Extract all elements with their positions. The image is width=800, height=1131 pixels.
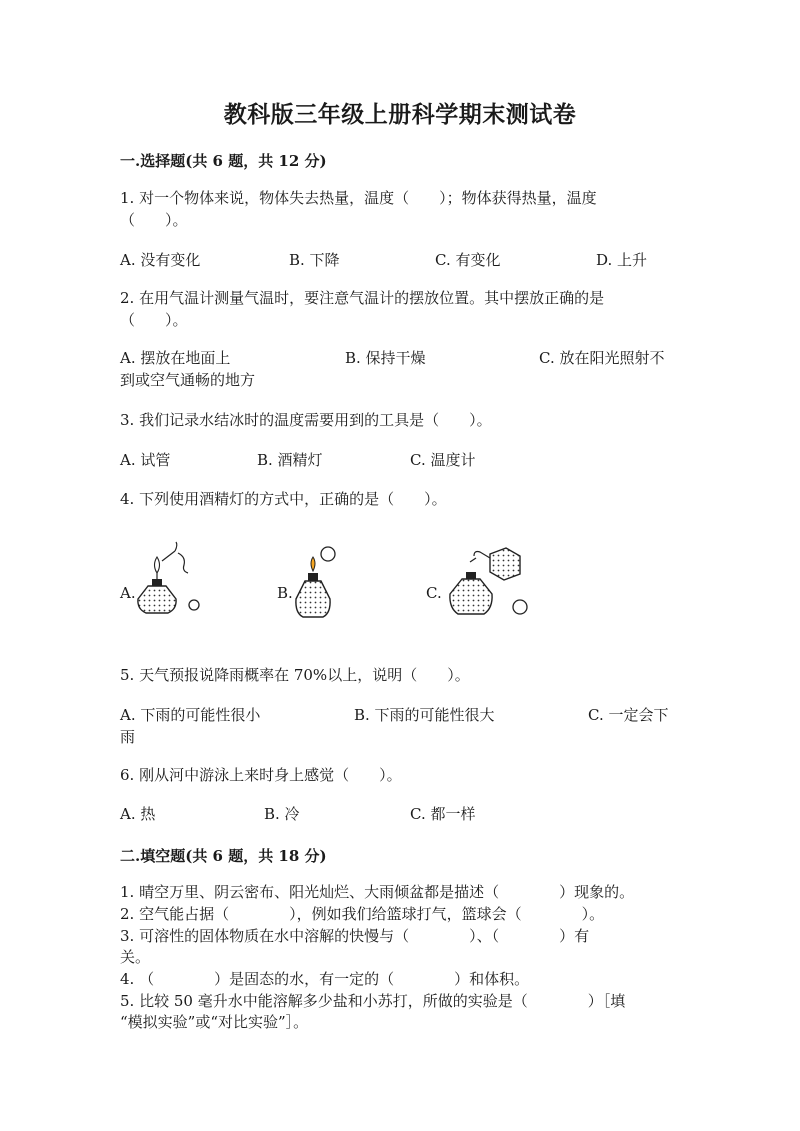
question-6-option-c: C. 都一样 — [410, 805, 476, 823]
question-2-option-c: C. 放在阳光照射不 — [539, 349, 665, 367]
alcohol-lamp-tilted-illustration — [446, 548, 536, 620]
question-5-option-c-cont: 雨 — [120, 728, 136, 746]
question-1-option-d: D. 上升 — [596, 251, 648, 269]
figure-label-c: C. — [426, 584, 442, 602]
question-3-text: 3. 我们记录水结冰时的温度需要用到的工具是（ ）。 — [120, 411, 492, 429]
question-3-option-a: A. 试管 — [120, 451, 171, 469]
question-2-option-c-cont: 到或空气通畅的地方 — [120, 371, 256, 389]
question-5-option-c: C. 一定会下 — [588, 706, 669, 724]
question-4-text: 4. 下列使用酒精灯的方式中，正确的是（ ）。 — [120, 490, 447, 508]
fill-blank-line: 1. 晴空万里、阴云密布、阳光灿烂、大雨倾盆都是描述（ ）现象的。 — [120, 883, 635, 901]
figure-label-a: A. — [120, 584, 136, 602]
question-6-option-a: A. 热 — [120, 805, 156, 823]
question-1-option-a: A. 没有变化 — [120, 251, 201, 269]
question-5-option-b: B. 下雨的可能性很大 — [354, 706, 495, 724]
question-5-option-a: A. 下雨的可能性很小 — [120, 706, 261, 724]
question-3-option-b: B. 酒精灯 — [257, 451, 323, 469]
figure-label-b: B. — [277, 584, 293, 602]
question-6-option-b: B. 冷 — [264, 805, 300, 823]
alcohol-lamp-lit-illustration — [293, 545, 338, 623]
question-1-option-c: C. 有变化 — [435, 251, 501, 269]
fill-blank-line: 关。 — [120, 948, 151, 966]
section-heading-choice: 一.选择题(共 6 题，共 12 分) — [120, 152, 327, 170]
question-5-text: 5. 天气预报说降雨概率在 70%以上，说明（ ）。 — [120, 666, 470, 684]
fill-blank-line: “模拟实验”或“对比实验”］。 — [120, 1013, 309, 1031]
fill-blank-line: 5. 比较 50 毫升水中能溶解多少盐和小苏打，所做的实验是（ ）［填 — [120, 992, 626, 1010]
question-2-text-cont: （ ）。 — [120, 311, 188, 329]
question-1-text-cont: （ ）。 — [120, 211, 188, 229]
question-3-option-c: C. 温度计 — [410, 451, 476, 469]
fill-blank-line: 3. 可溶性的固体物质在水中溶解的快慢与（ ）、（ ）有 — [120, 927, 590, 945]
question-2-text: 2. 在用气温计测量气温时，要注意气温计的摆放位置。其中摆放正确的是 — [120, 289, 605, 307]
question-1-option-b: B. 下降 — [289, 251, 340, 269]
question-1-text: 1. 对一个物体来说，物体失去热量，温度（ ）；物体获得热量，温度 — [120, 189, 597, 207]
fill-blank-line: 4. （ ）是固态的水，有一定的（ ）和体积。 — [120, 970, 530, 988]
fill-blank-line: 2. 空气能占据（ ），例如我们给篮球打气，篮球会（ ）。 — [120, 905, 605, 923]
section-heading-fill-blank: 二.填空题(共 6 题，共 18 分) — [120, 847, 327, 865]
question-6-text: 6. 刚从河中游泳上来时身上感觉（ ）。 — [120, 766, 402, 784]
question-2-option-b: B. 保持干燥 — [345, 349, 426, 367]
page-title: 教科版三年级上册科学期末测试卷 — [223, 101, 577, 128]
alcohol-lamp-match-illustration — [132, 543, 207, 618]
question-2-option-a: A. 摆放在地面上 — [120, 349, 231, 367]
